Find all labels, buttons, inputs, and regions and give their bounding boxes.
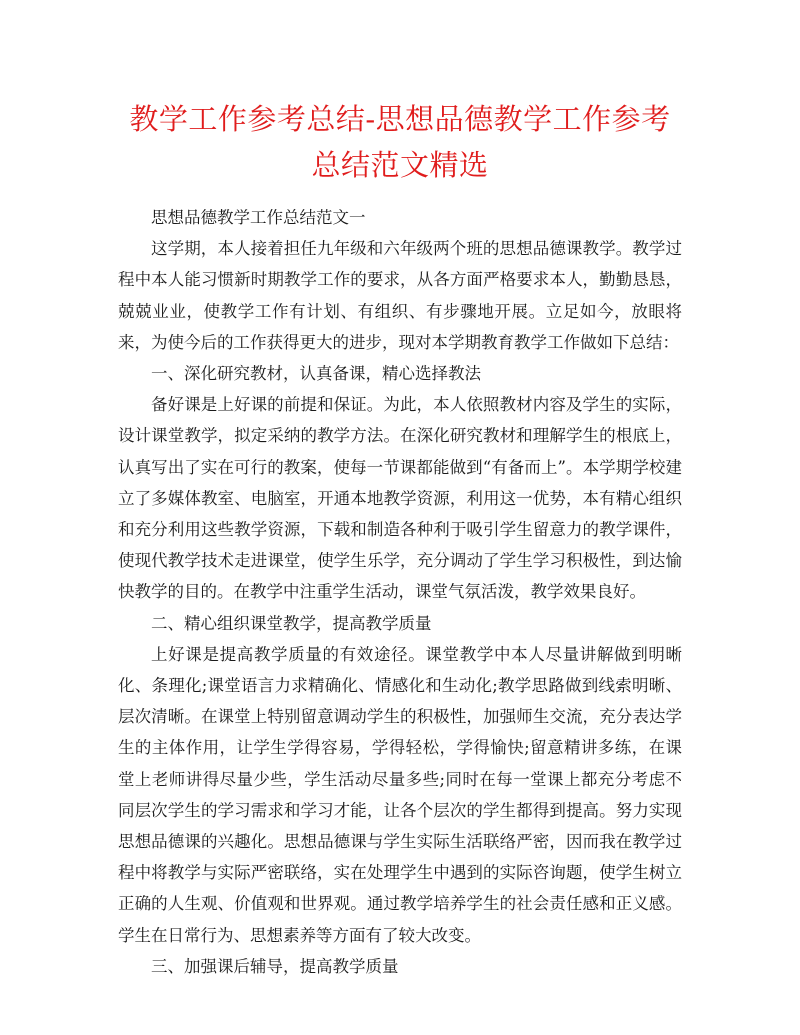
body-paragraph: 备好课是上好课的前提和保证。为此，本人依照教材内容及学生的实际，设计课堂教学，拟定采纳的教学方法。在深化研究教材和理解学生的根底上，认真写出了实在可行的教案，使每一节课都能做到“有备而上”。本学期学校建立了多媒体教室、电脑室，开通本地教学资源，利用这一优势，本有精心组织和充分利用这些教学资源，下载和制造各种利于吸引学生留意力的教学课件，使现代教学技术走进课堂，使学生乐学，充分调动了学生学习积极性，到达愉快教学的目的。在教学中注重学生活动，课堂气氛活泼，教学效果良好。 bbox=[118, 395, 682, 602]
section-subtitle: 思想品德教学工作总结范文一 bbox=[151, 208, 366, 227]
section-heading-1: 一、深化研究教材，认真备课，精心选择教法 bbox=[151, 364, 481, 384]
body-paragraph: 这学期，本人接着担任九年级和六年级两个班的思想品德课教学。教学过程中本人能习惯新时期教学工作的要求，从各方面严格要求本人，勤勤恳恳，兢兢业业，使教学工作有计划、有组织、有步骤地开展。立足如今，放眼将来，为使今后的工作获得更大的进步，现对本学期教育教学工作做如下总结： bbox=[118, 239, 682, 352]
section-heading-2: 二、精心组织课堂教学，提高教学质量 bbox=[151, 613, 432, 633]
document-title: 教学工作参考总结-思想品德教学工作参考总结范文精选 bbox=[129, 102, 671, 182]
section-heading-3: 三、加强课后辅导，提高教学质量 bbox=[151, 956, 399, 976]
body-paragraph: 上好课是提高教学质量的有效途径。课堂教学中本人尽量讲解做到明晰化、条理化;课堂语言力求精确化、情感化和生动化;教学思路做到线索明晰、层次清晰。在课堂上特别留意调动学生的积极性，加强师生交流，充分表达学生的主体作用，让学生学得容易，学得轻松，学得愉快;留意精讲多练，在课堂上老师讲得尽量少些，学生活动尽量多些;同时在每一堂课上都充分考虑不同层次学生的学习需求和学习才能，让各个层次的学生都得到提高。努力实现思想品德课的兴趣化。思想品德课与学生实际生活联络严密，因而我在教学过程中将教学与实际严密联络，实在处理学生中遇到的实际咨询题，使学生树立正确的人生观、价值观和世界观。通过教学培养学生的社会责任感和正义感。学生在日常行为、思想素养等方面有了较大改变。 bbox=[118, 644, 682, 945]
document-body bbox=[118, 202, 682, 982]
